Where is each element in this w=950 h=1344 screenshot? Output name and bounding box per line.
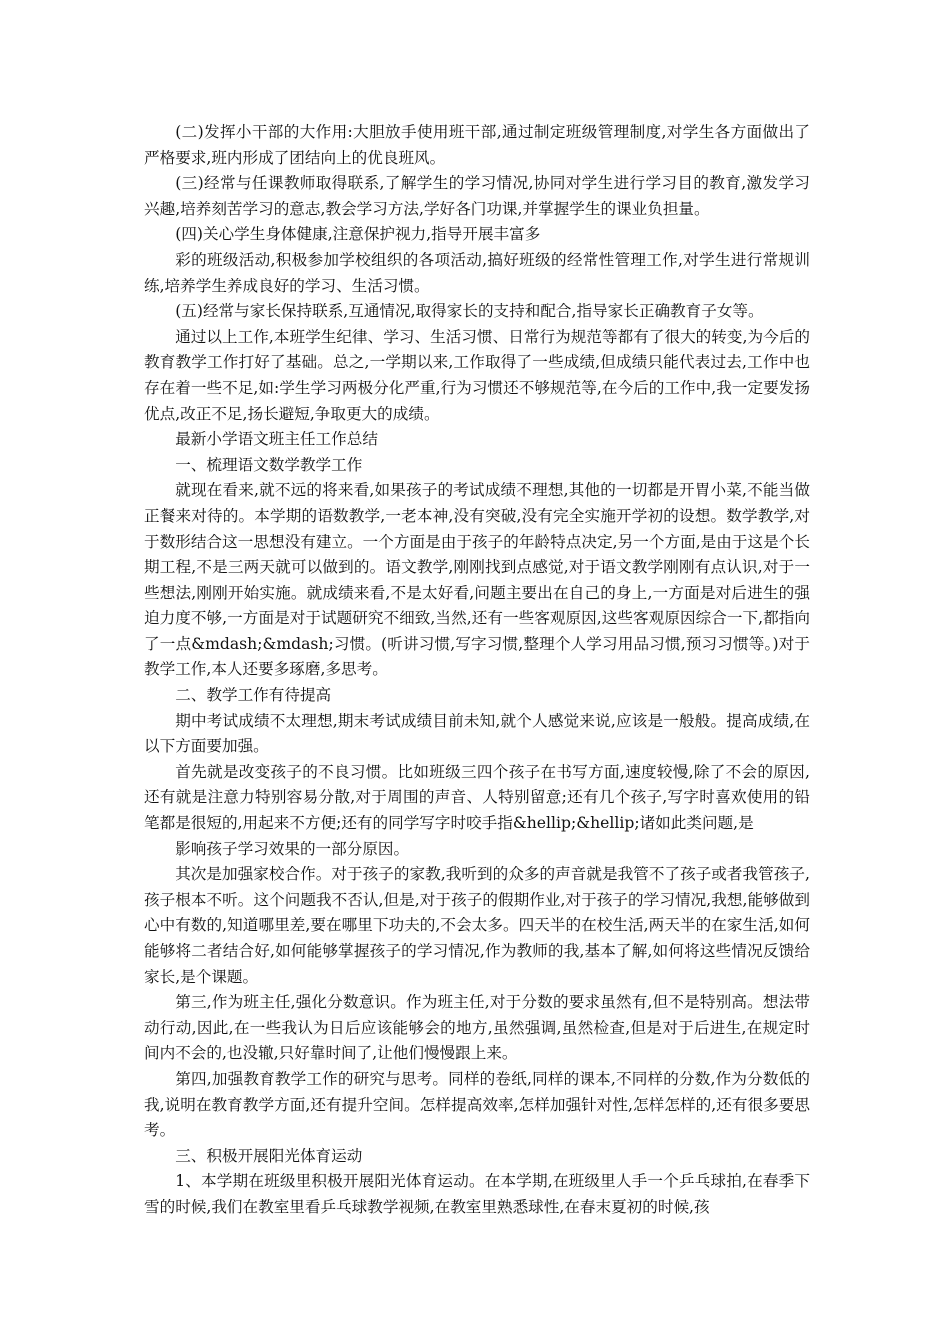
paragraph: 通过以上工作,本班学生纪律、学习、生活习惯、日常行为规范等都有了很大的转变,为今后的教育教学工作打好了基础。总之,一学期以来,工作取得了一些成绩,但成绩只能代表过去,工作中也存在着一些不足,如:学生学习两极分化严重,行为习惯还不够规范等,在今后的工作中,我一定要发扬优点,改正不足,扬长避短,争取更大的成绩。 [144,327,810,423]
document-body [144,120,810,1221]
section-heading: 二、教学工作有待提高 [175,686,332,705]
section-heading: 一、梳理语文数学教学工作 [175,455,363,474]
paragraph: 就现在看来,就不远的将来看,如果孩子的考试成绩不理想,其他的一切都是开胃小菜,不能当做正餐来对待的。本学期的语数教学,一老本神,没有突破,没有完全实施开学初的设想。数学教学,对于数形结合这一思想没有建立。一个方面是由于孩子的年龄特点决定,另一个方面,是由于这是个长期工程,不是三两天就可以做到的。语文教学,刚刚找到点感觉,对于语文教学刚刚有点认识,对于一些想法,刚刚开始实施。就成绩来看,不是太好看,问题主要出在自己的身上,一方面是对后进生的强迫力度不够,一方面是对于试题研究不细致,当然,还有一些客观原因,这些客观原因综合一下,都指向了一点&mdash;&mdash;习惯。(听讲习惯,写字习惯,整理个人学习用品习惯,预习习惯等。)对于教学工作,本人还要多琢磨,多思考。 [144,481,810,679]
paragraph: (二)发挥小干部的大作用:大胆放手使用班干部,通过制定班级管理制度,对学生各方面做出了严格要求,班内形成了团结向上的优良班风。 [144,123,810,167]
paragraph: (四)关心学生身体健康,注意保护视力,指导开展丰富多 [175,225,541,244]
paragraph: 第四,加强教育教学工作的研究与思考。同样的卷纸,同样的课本,不同样的分数,作为分数低的我,说明在教育教学方面,还有提升空间。怎样提高效率,怎样加强针对性,怎样怎样的,还有很多要思考。 [144,1069,810,1140]
paragraph: 1、本学期在班级里积极开展阳光体育运动。在本学期,在班级里人手一个乒乓球拍,在春季下雪的时候,我们在教室里看乒乓球教学视频,在教室里熟悉球性,在春末夏初的时候,孩 [144,1172,810,1216]
paragraph: 其次是加强家校合作。对于孩子的家教,我听到的众多的声音就是我管不了孩子或者我管孩子,孩子根本不听。这个问题我不否认,但是,对于孩子的假期作业,对于孩子的学习情况,我想,能够做到心中有数的,知道哪里差,要在哪里下功夫的,不会太多。四天半的在校生活,两天半的在家生活,如何能够将二者结合好,如何能够掌握孩子的学习情况,作为教师的我,基本了解,如何将这些情况反馈给家长,是个课题。 [144,865,810,986]
paragraph: (三)经常与任课教师取得联系,了解学生的学习情况,协同对学生进行学习目的教育,激发学习兴趣,培养刻苦学习的意志,教会学习方法,学好各门功课,并掌握学生的课业负担量。 [144,174,810,218]
paragraph: 期中考试成绩不太理想,期末考试成绩目前未知,就个人感觉来说,应该是一般般。提高成绩,在以下方面要加强。 [144,711,810,756]
paragraph: (五)经常与家长保持联系,互通情况,取得家长的支持和配合,指导家长正确教育子女等。 [175,302,764,321]
section-heading: 三、积极开展阳光体育运动 [175,1146,363,1165]
paragraph: 彩的班级活动,积极参加学校组织的各项活动,搞好班级的经常性管理工作,对学生进行常规训练,培养学生养成良好的学习、生活习惯。 [144,250,810,295]
paragraph: 第三,作为班主任,强化分数意识。作为班主任,对于分数的要求虽然有,但不是特别高。想法带动行动,因此,在一些我认为日后应该能够会的地方,虽然强调,虽然检查,但是对于后进生,在规定时间内不会的,也没辙,只好靠时间了,让他们慢慢跟上来。 [144,993,810,1063]
paragraph: 首先就是改变孩子的不良习惯。比如班级三四个孩子在书写方面,速度较慢,除了不会的原因,还有就是注意力特别容易分散,对于周围的声音、人特别留意;还有几个孩子,写字时喜欢使用的铅笔都是很短的,用起来不方便;还有的同学写字时咬手指&hellip;&hellip;诸如此类问题,是 [144,762,810,833]
section-title: 最新小学语文班主任工作总结 [175,430,378,449]
paragraph: 影响孩子学习效果的一部分原因。 [175,839,410,858]
